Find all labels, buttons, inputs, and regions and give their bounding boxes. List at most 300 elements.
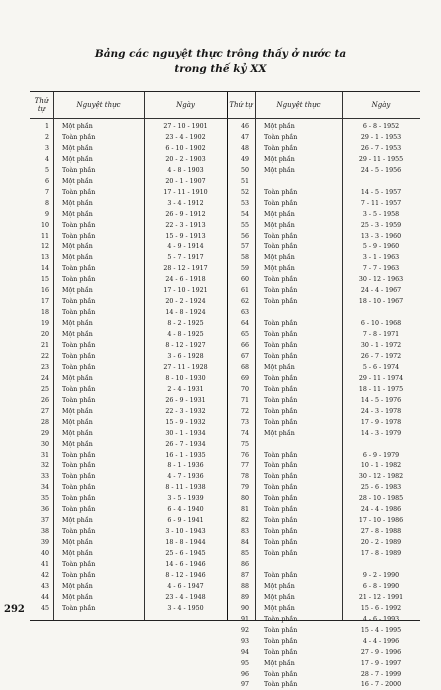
table-row (30, 560, 420, 569)
row-number: 46 (240, 123, 249, 130)
eclipse-date: 6 - 10 - 1968 (360, 320, 402, 328)
table-row (30, 461, 420, 470)
eclipse-type: Toàn phần (62, 396, 96, 404)
table-row (30, 177, 420, 186)
table-row (30, 670, 420, 679)
table-row (30, 637, 420, 646)
eclipse-type: Toàn phần (264, 418, 298, 426)
table-row (30, 494, 420, 503)
eclipse-type: Toàn phần (264, 144, 298, 152)
table-row (30, 429, 420, 438)
eclipse-date: 28 - 7 - 1999 (360, 670, 402, 678)
eclipse-type: Một phần (62, 320, 93, 328)
eclipse-date: 14 - 3 - 1979 (360, 429, 402, 437)
eclipse-type: Toàn phần (62, 451, 96, 459)
row-number: 4 (44, 155, 49, 163)
row-number: 2 (44, 133, 49, 141)
eclipse-date: 28 - 10 - 1985 (358, 495, 404, 503)
eclipse-type: Toàn phần (62, 495, 96, 503)
row-number: 24 (40, 374, 49, 382)
row-number: 31 (40, 451, 49, 459)
row-number: 87 (240, 571, 249, 579)
eclipse-type: Toàn phần (62, 571, 96, 579)
row-number: 80 (240, 495, 249, 503)
eclipse-type: Một phần (264, 221, 295, 229)
eclipse-type: Một phần (62, 287, 93, 295)
eclipse-type: Một phần (62, 243, 93, 251)
eclipse-date: 25 - 3 - 1959 (360, 221, 402, 229)
eclipse-date: 8 - 12 - 1946 (165, 571, 206, 579)
row-number: 65 (240, 331, 249, 339)
row-number: 42 (40, 571, 49, 579)
eclipse-date: 5 - 6 - 1974 (362, 363, 400, 371)
eclipse-date: 6 - 9 - 1979 (362, 451, 400, 459)
eclipse-type: Một phần (264, 166, 295, 174)
eclipse-type: Một phần (264, 254, 295, 262)
eclipse-date: 18 - 8 - 1944 (165, 539, 206, 547)
row-number: 60 (240, 276, 249, 284)
eclipse-date: 29 - 11 - 1974 (358, 374, 404, 382)
eclipse-type: Toàn phần (264, 331, 298, 339)
row-number: 73 (240, 418, 249, 426)
eclipse-date: 26 - 7 - 1953 (360, 144, 402, 152)
eclipse-date: 16 - 7 - 2000 (360, 681, 402, 689)
table-row (30, 451, 420, 460)
row-number: 91 (240, 615, 249, 623)
eclipse-type: Toàn phần (264, 473, 298, 481)
eclipse-type: Toàn phần (62, 385, 96, 393)
eclipse-type: Một phần (264, 593, 295, 601)
eclipse-type: Toàn phần (264, 550, 298, 558)
eclipse-type: Toàn phần (264, 385, 298, 393)
eclipse-type: Một phần (62, 177, 93, 185)
eclipse-date: 15 - 9 - 1932 (165, 418, 206, 426)
table-row (30, 330, 420, 339)
eclipse-type: Một phần (264, 429, 295, 437)
eclipse-date: 3 - 10 - 1943 (165, 528, 206, 536)
eclipse-date: 6 - 9 - 1941 (167, 517, 204, 525)
row-number: 74 (240, 429, 249, 437)
row-number: 61 (240, 287, 249, 295)
eclipse-date: 10 - 1 - 1982 (360, 462, 402, 470)
row-number: 18 (40, 309, 49, 317)
row-number: 71 (240, 396, 249, 404)
eclipse-date: 4 - 4 - 1996 (362, 637, 400, 645)
eclipse-date: 3 - 6 - 1928 (167, 352, 204, 360)
table-row (30, 407, 420, 416)
eclipse-type: Toàn phần (264, 670, 298, 678)
table-row (30, 374, 420, 383)
eclipse-type: Một phần (62, 144, 93, 152)
row-number: 17 (40, 298, 49, 306)
eclipse-date: 15 - 6 - 1992 (360, 604, 402, 612)
row-number: 96 (240, 670, 249, 678)
row-number: 93 (240, 637, 249, 645)
row-number: 58 (240, 254, 249, 262)
row-number: 23 (40, 363, 49, 371)
eclipse-date: 4 - 6 - 1993 (362, 615, 400, 623)
row-number: 69 (240, 374, 249, 382)
row-number: 20 (40, 331, 49, 339)
eclipse-type: Toàn phần (62, 166, 96, 174)
eclipse-type: Toàn phần (62, 298, 96, 306)
title-line-1: Bảng các nguyệt thực trông thấy ở nước ta (94, 48, 347, 60)
table-row (30, 166, 420, 175)
eclipse-type: Toàn phần (264, 276, 298, 284)
eclipse-date: 28 - 12 - 1917 (163, 265, 208, 273)
eclipse-type: Toàn phần (264, 528, 298, 536)
eclipse-date: 4 - 6 - 1947 (167, 582, 204, 590)
row-number: 44 (40, 593, 49, 601)
eclipse-type: Một phần (264, 265, 295, 273)
row-number: 78 (240, 473, 249, 481)
eclipse-type: Một phần (264, 604, 295, 612)
table-row (30, 242, 420, 251)
eclipse-type: Một phần (62, 407, 93, 415)
eclipse-date: 20 - 2 - 1924 (165, 298, 206, 306)
eclipse-type: Toàn phần (62, 221, 96, 229)
eclipse-type: Một phần (62, 429, 93, 437)
row-number: 21 (40, 342, 49, 349)
eclipse-type: Toàn phần (264, 407, 298, 415)
eclipse-type: Toàn phần (264, 615, 298, 623)
row-number: 67 (240, 352, 249, 360)
table-row (30, 264, 420, 273)
table-row (30, 483, 420, 492)
row-number: 8 (44, 199, 49, 207)
table-row (30, 286, 420, 295)
eclipse-type: Một phần (62, 123, 93, 130)
table-row (30, 385, 420, 394)
eclipse-date: 8 - 12 - 1927 (165, 342, 206, 349)
row-number: 3 (44, 144, 49, 152)
table-row (30, 221, 420, 230)
eclipse-date: 14 - 8 - 1924 (165, 309, 206, 317)
row-number: 76 (240, 451, 249, 459)
eclipse-date: 4 - 8 - 1903 (167, 166, 204, 174)
eclipse-type: Một phần (62, 440, 93, 448)
eclipse-date: 3 - 5 - 1939 (167, 495, 204, 503)
table-row (30, 615, 420, 624)
header-date-left: Ngày (176, 101, 195, 109)
row-number: 28 (40, 418, 49, 426)
eclipse-type: Toàn phần (264, 396, 298, 404)
eclipse-date: 4 - 7 - 1936 (167, 473, 204, 481)
row-number: 97 (240, 681, 249, 689)
eclipse-type: Toàn phần (264, 484, 298, 492)
eclipse-type: Một phần (62, 331, 93, 339)
eclipse-type: Một phần (62, 210, 93, 218)
table-row (30, 188, 420, 197)
row-number: 40 (40, 550, 49, 558)
eclipse-date: 26 - 9 - 1912 (165, 210, 206, 218)
table-row (30, 297, 420, 306)
eclipse-type: Toàn phần (62, 276, 96, 284)
table-row (30, 505, 420, 514)
row-number: 5 (44, 166, 49, 174)
eclipse-date: 24 - 6 - 1918 (165, 276, 206, 284)
eclipse-type: Toàn phần (62, 462, 96, 470)
table-row (30, 308, 420, 317)
row-number: 94 (240, 648, 249, 656)
row-number: 37 (40, 517, 49, 525)
row-number: 9 (44, 210, 49, 218)
row-number: 27 (40, 407, 49, 415)
row-number: 72 (240, 407, 249, 415)
table-row (30, 275, 420, 284)
row-number: 16 (40, 287, 49, 295)
row-number: 48 (240, 144, 249, 152)
row-number: 45 (40, 604, 49, 612)
row-number: 6 (44, 177, 49, 185)
row-number: 49 (240, 155, 249, 163)
eclipse-date: 6 - 8 - 1952 (362, 123, 400, 130)
eclipse-type: Toàn phần (264, 320, 298, 328)
header-type-right: Nguyệt thực (276, 101, 321, 109)
row-number: 66 (240, 342, 249, 349)
table-row (30, 626, 420, 635)
row-number: 64 (240, 320, 249, 328)
eclipse-date: 8 - 10 - 1930 (165, 374, 206, 382)
table-row (30, 352, 420, 361)
table-row (30, 396, 420, 405)
eclipse-type: Toàn phần (264, 495, 298, 503)
table-row (30, 319, 420, 328)
eclipse-type: Một phần (62, 582, 93, 590)
eclipse-type: Toàn phần (62, 484, 96, 492)
row-number: 36 (40, 506, 49, 514)
eclipse-date: 27 - 10 - 1901 (163, 123, 208, 130)
eclipse-date: 24 - 5 - 1956 (360, 166, 402, 174)
row-number: 25 (40, 385, 49, 393)
eclipse-type: Toàn phần (264, 539, 298, 547)
row-number: 34 (40, 484, 49, 492)
row-number: 10 (40, 221, 49, 229)
table-row (30, 648, 420, 657)
row-number: 11 (40, 232, 49, 240)
eclipse-date: 20 - 1 - 1907 (165, 177, 206, 185)
row-number: 86 (240, 561, 249, 568)
eclipse-type: Một phần (264, 155, 295, 163)
eclipse-date: 14 - 6 - 1946 (165, 561, 206, 568)
eclipse-date: 7 - 8 - 1971 (362, 331, 400, 339)
eclipse-date: 29 - 11 - 1955 (358, 155, 404, 163)
eclipse-type: Một phần (62, 374, 93, 382)
eclipse-type: Toàn phần (264, 648, 298, 656)
eclipse-date: 14 - 5 - 1976 (360, 396, 402, 404)
eclipse-type: Toàn phần (264, 287, 298, 295)
eclipse-type: Một phần (264, 363, 295, 371)
eclipse-date: 17 - 8 - 1989 (360, 550, 402, 558)
title-line-2: trong thế kỷ XX (174, 63, 267, 75)
eclipse-type: Toàn phần (264, 571, 298, 579)
eclipse-date: 17 - 10 - 1921 (163, 287, 208, 295)
eclipse-date: 24 - 4 - 1967 (360, 287, 402, 295)
eclipse-date: 30 - 12 - 1982 (358, 473, 404, 481)
row-number: 82 (240, 517, 249, 525)
header-rule (30, 118, 420, 119)
eclipse-date: 8 - 1 - 1936 (167, 462, 204, 470)
eclipse-date: 17 - 11 - 1910 (163, 188, 208, 196)
eclipse-date: 3 - 5 - 1958 (362, 210, 400, 218)
row-number: 32 (40, 462, 49, 470)
eclipse-date: 25 - 6 - 1983 (360, 484, 402, 492)
eclipse-date: 3 - 4 - 1950 (167, 604, 204, 612)
row-number: 54 (240, 210, 249, 218)
eclipse-date: 30 - 1 - 1972 (360, 342, 402, 349)
row-number: 92 (240, 626, 249, 634)
table-row (30, 122, 420, 131)
row-number: 83 (240, 528, 249, 536)
eclipse-date: 22 - 3 - 1913 (165, 221, 206, 229)
eclipse-type: Một phần (264, 582, 295, 590)
eclipse-date: 8 - 2 - 1925 (167, 320, 204, 328)
row-number: 63 (240, 309, 249, 317)
table-row (30, 363, 420, 372)
table-row (30, 549, 420, 558)
eclipse-type: Toàn phần (264, 374, 298, 382)
row-number: 15 (40, 276, 49, 284)
eclipse-type: Toàn phần (264, 506, 298, 514)
table-row (30, 199, 420, 208)
eclipse-date: 6 - 8 - 1990 (362, 582, 400, 590)
row-number: 95 (240, 659, 249, 667)
table-row (30, 516, 420, 525)
eclipse-date: 17 - 9 - 1978 (360, 418, 402, 426)
eclipse-date: 23 - 4 - 1948 (165, 593, 206, 601)
eclipse-date: 3 - 1 - 1963 (362, 254, 400, 262)
eclipse-date: 27 - 9 - 1996 (360, 648, 402, 656)
row-number: 59 (240, 265, 249, 273)
eclipse-type: Một phần (264, 123, 295, 130)
row-number: 68 (240, 363, 249, 371)
eclipse-type: Một phần (62, 517, 93, 525)
row-number: 89 (240, 593, 249, 601)
row-number: 55 (240, 221, 249, 229)
eclipse-type: Toàn phần (62, 363, 96, 371)
eclipse-date: 2 - 4 - 1931 (167, 385, 204, 393)
eclipse-type: Toàn phần (62, 309, 96, 317)
eclipse-date: 20 - 2 - 1903 (165, 155, 206, 163)
table-row (30, 472, 420, 481)
eclipse-date: 24 - 3 - 1978 (360, 407, 402, 415)
row-number: 41 (40, 561, 49, 568)
eclipse-type: Toàn phần (62, 561, 96, 568)
row-number: 79 (240, 484, 249, 492)
table-row (30, 341, 420, 350)
row-number: 47 (240, 133, 249, 141)
eclipse-date: 26 - 7 - 1972 (360, 352, 402, 360)
eclipse-date: 15 - 9 - 1913 (165, 232, 206, 240)
eclipse-type: Toàn phần (62, 604, 96, 612)
eclipse-type: Một phần (62, 593, 93, 601)
row-number: 57 (240, 243, 249, 251)
eclipse-date: 6 - 10 - 1902 (165, 144, 206, 152)
eclipse-type: Toàn phần (62, 342, 96, 349)
table-row (30, 440, 420, 449)
row-number: 56 (240, 232, 249, 240)
eclipse-table (30, 91, 420, 689)
row-number: 1 (44, 123, 49, 130)
eclipse-date: 13 - 3 - 1960 (360, 232, 402, 240)
row-number: 30 (40, 440, 49, 448)
eclipse-date: 17 - 9 - 1997 (360, 659, 402, 667)
row-number: 33 (40, 473, 49, 481)
eclipse-date: 21 - 12 - 1991 (358, 593, 404, 601)
table-row (30, 144, 420, 153)
eclipse-date: 4 - 8 - 1925 (167, 331, 204, 339)
table-row (30, 659, 420, 668)
eclipse-type: Một phần (62, 254, 93, 262)
eclipse-type: Toàn phần (62, 473, 96, 481)
eclipse-date: 4 - 9 - 1914 (167, 243, 204, 251)
eclipse-date: 7 - 7 - 1963 (362, 265, 400, 273)
table-row (30, 418, 420, 427)
row-number: 39 (40, 539, 49, 547)
eclipse-type: Toàn phần (264, 462, 298, 470)
eclipse-date: 27 - 8 - 1988 (360, 528, 402, 536)
row-number: 51 (240, 177, 249, 185)
eclipse-type: Một phần (264, 659, 295, 667)
header-no-right: Thứ tự (229, 101, 253, 109)
eclipse-type: Toàn phần (264, 298, 298, 306)
eclipse-type: Toàn phần (62, 232, 96, 240)
eclipse-date: 17 - 10 - 1986 (358, 517, 404, 525)
eclipse-type: Toàn phần (62, 352, 96, 360)
row-number: 22 (40, 352, 49, 360)
row-number: 50 (240, 166, 249, 174)
eclipse-date: 20 - 2 - 1989 (360, 539, 402, 547)
row-number: 14 (40, 265, 49, 273)
eclipse-type: Một phần (264, 210, 295, 218)
table-row (30, 133, 420, 142)
eclipse-type: Một phần (62, 418, 93, 426)
eclipse-type: Toàn phần (264, 626, 298, 634)
row-number: 7 (44, 188, 49, 196)
eclipse-date: 30 - 1 - 1934 (165, 429, 206, 437)
eclipse-date: 14 - 5 - 1957 (360, 188, 402, 196)
eclipse-type: Toàn phần (62, 133, 96, 141)
table-row (30, 593, 420, 602)
eclipse-date: 25 - 6 - 1945 (165, 550, 206, 558)
eclipse-type: Toàn phần (62, 188, 96, 196)
eclipse-date: 27 - 11 - 1928 (163, 363, 208, 371)
eclipse-date: 26 - 9 - 1931 (165, 396, 206, 404)
eclipse-type: Toàn phần (264, 451, 298, 459)
eclipse-type: Toàn phần (264, 199, 298, 207)
eclipse-type: Toàn phần (264, 352, 298, 360)
eclipse-type: Toàn phần (62, 265, 96, 273)
eclipse-date: 9 - 2 - 1990 (362, 571, 400, 579)
table-row (30, 604, 420, 613)
eclipse-date: 18 - 10 - 1967 (358, 298, 404, 306)
row-number: 38 (40, 528, 49, 536)
eclipse-date: 7 - 11 - 1957 (360, 199, 402, 207)
row-number: 62 (240, 298, 249, 306)
header-date-right: Ngày (371, 101, 391, 109)
eclipse-type: Toàn phần (264, 517, 298, 525)
eclipse-date: 22 - 3 - 1932 (165, 407, 206, 415)
eclipse-date: 18 - 11 - 1975 (358, 385, 404, 393)
table-row (30, 253, 420, 262)
eclipse-type: Toàn phần (62, 528, 96, 536)
page-number: 292 (4, 604, 25, 615)
eclipse-type: Toàn phần (264, 243, 298, 251)
eclipse-date: 3 - 4 - 1912 (167, 199, 204, 207)
eclipse-type: Toàn phần (264, 637, 298, 645)
row-number: 43 (40, 582, 49, 590)
eclipse-date: 23 - 4 - 1902 (165, 133, 206, 141)
